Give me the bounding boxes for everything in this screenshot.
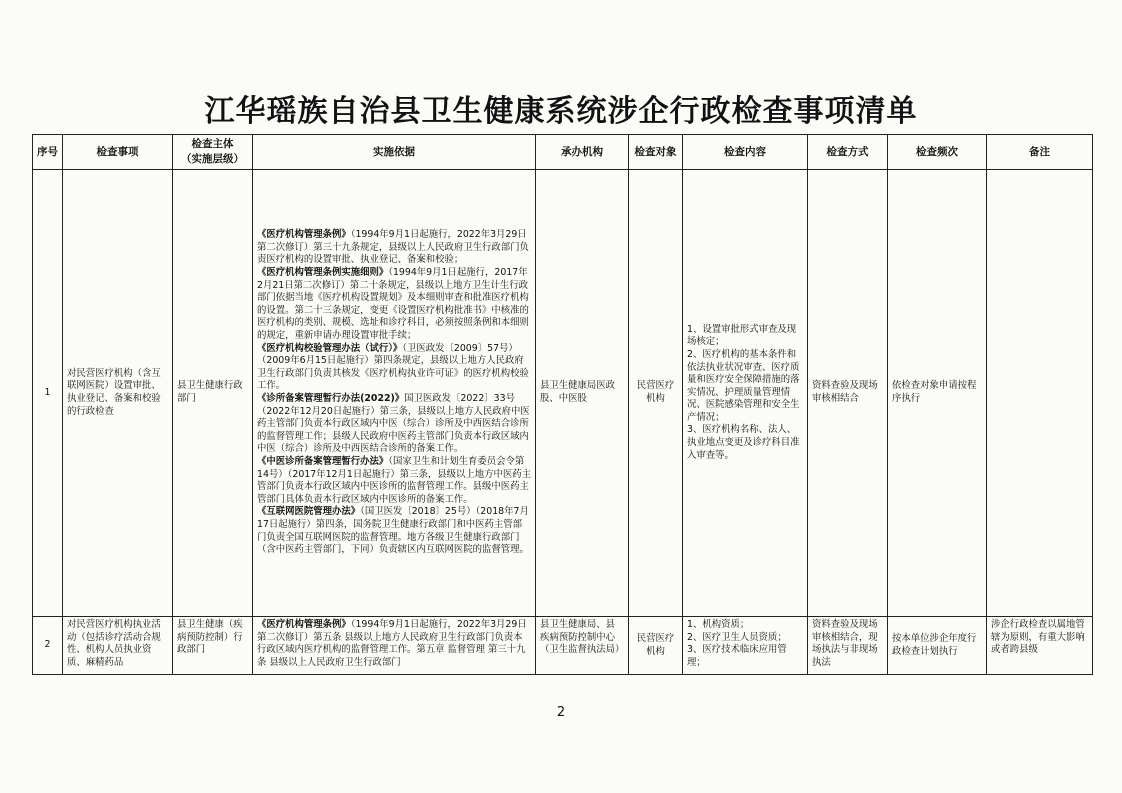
row-method: 资料查验及现场审核相结合，现场执法与非现场执法 (808, 617, 888, 675)
row-item: 对民营医疗机构（含互联网医院）设置审批、执业登记、备案和校验的行政检查 (63, 170, 173, 617)
row-agency: 县卫生健康局、县疾病预防控制中心（卫生监督执法局） (536, 617, 629, 675)
header-item: 检查事项 (63, 135, 173, 170)
basis-title: 《医疗机构管理条例》 (257, 619, 351, 630)
row-no: 1 (33, 170, 63, 617)
basis-title: 《医疗机构管理条例》 (257, 229, 351, 241)
inspection-table (32, 134, 1093, 675)
basis-text: （国家卫生和计划生育委员会令第14号）（2017年12月1日起施行）第三条，县级以上地方中医药主管部门负责本行政区域内中医诊所的监督管理工作。县级中医药主管部门具体负责本行政区域内中医诊所的备案工作。 (257, 455, 531, 505)
table-row (33, 617, 1093, 675)
basis-title: 《医疗机构管理条例实施细则》 (257, 267, 389, 279)
row-basis (253, 617, 536, 675)
basis-text: （1994年9月1日起施行，2022年3月29日第二次修订）第三十九条规定，县级以上人民政府卫生行政部门负责医疗机构的设置审批、执业登记、备案和校验； (257, 229, 529, 266)
row-subject: 县卫生健康（疾病预防控制）行政部门 (173, 617, 253, 675)
page-number: 2 (556, 705, 566, 720)
basis-title: 《医疗机构校验管理办法（试行）》 (257, 342, 403, 354)
row-agency: 县卫生健康局医政股、中医股 (536, 170, 629, 617)
row-target: 民营医疗机构 (629, 170, 683, 617)
row-no: 2 (33, 617, 63, 675)
basis-entry (257, 619, 531, 669)
header-no: 序号 (33, 135, 63, 170)
row-basis (253, 170, 536, 617)
row-frequency: 按本单位涉企年度行政检查计划执行 (888, 617, 987, 675)
row-frequency: 依检查对象申请按程序执行 (888, 170, 987, 617)
row-method: 资料查验及现场审核相结合 (808, 170, 888, 617)
header-remark: 备注 (987, 135, 1093, 170)
basis-text: （1994年9月1日起施行，2017年2月21日第二次修订）第二十条规定，县级以上地方卫生计生行政部门依据当地《医疗机构设置规划》及本细则审查和批准医疗机构的设置。第二十三条规定，变更《设置医疗机构批准书》中核准的医疗机构的类别、规模、选址和诊疗科目，必须按照条例和本细则的规定，重新申请办理设置审批手续； (257, 267, 529, 342)
table-row (33, 170, 1093, 617)
header-method: 检查方式 (808, 135, 888, 170)
row-content: 1、设置审批形式审查及现场核定； 2、医疗机构的基本条件和依法执业状况审查、医疗质量和医疗安全保障措施的落实情况、护理质量管理情况、医院感染管理和安全生产情况； 3、医疗机构名称、法人、执业地点变更及诊疗科目准入审查等。 (683, 170, 808, 617)
header-content: 检查内容 (683, 135, 808, 170)
header-frequency: 检查频次 (888, 135, 987, 170)
basis-title: 《诊所备案管理暂行办法(2022)》 (257, 393, 405, 404)
page-title: 江华瑶族自治县卫生健康系统涉企行政检查事项清单 (204, 94, 918, 129)
header-agency: 承办机构 (536, 135, 629, 170)
basis-entry (257, 229, 531, 267)
header-subject: 检查主体 （实施层级） (173, 135, 253, 170)
basis-title: 《中医诊所备案管理暂行办法》 (257, 455, 389, 467)
basis-entry (257, 456, 531, 506)
row-content: 1、机构资质； 2、医疗卫生人员资质； 3、医疗技术临床应用管理； (683, 617, 808, 675)
basis-title: 《互联网医院管理办法》 (257, 506, 361, 518)
basis-entry (257, 343, 531, 393)
header-target: 检查对象 (629, 135, 683, 170)
row-remark: 涉企行政检查以属地管辖为原则，有重大影响或者跨县级 (987, 617, 1093, 675)
row-subject: 县卫生健康行政部门 (173, 170, 253, 617)
row-remark (987, 170, 1093, 617)
row-item: 对民营医疗机构执业活动（包括诊疗活动合规性、机构人员执业资质、麻精药品 (63, 617, 173, 675)
basis-entry (257, 506, 531, 556)
basis-text: 国卫医政发〔2022〕33号（2022年12月20日起施行）第三条，县级以上地方人民政府中医药主管部门负责本行政区域内中医（综合）诊所及中西医结合诊所的监督管理工作；县级人民政府中医药主管部门负责本行政区域内中医（综合）诊所及中西医结合诊所的备案工作。 (257, 393, 530, 455)
basis-text: （国卫医发〔2018〕25号）（2018年7月17日起施行）第四条，国务院卫生健康行政部门和中医药主管部门负责全国互联网医院的监督管理。地方各级卫生健康行政部门（含中医药主管部门，下同）负责辖区内互联网医院的监督管理。 (257, 506, 529, 556)
row-target: 民营医疗机构 (629, 617, 683, 675)
basis-entry (257, 267, 531, 343)
table-header-row (33, 135, 1093, 170)
basis-text: （卫医政发〔2009〕57号）（2009年6月15日起施行）第四条规定，县级以上地方人民政府卫生行政部门负责其核发《医疗机构执业许可证》的医疗机构校验工作。 (257, 342, 529, 392)
header-basis: 实施依据 (253, 135, 536, 170)
basis-entry (257, 393, 531, 456)
basis-text: （1994年9月1日起施行，2022年3月29日第二次修订）第五条 县级以上地方人民政府卫生行政部门负责本行政区域内医疗机构的监督管理工作。第五章 监督管理 第三十九条 县级以上人民政府卫生行政部门 (257, 619, 527, 668)
